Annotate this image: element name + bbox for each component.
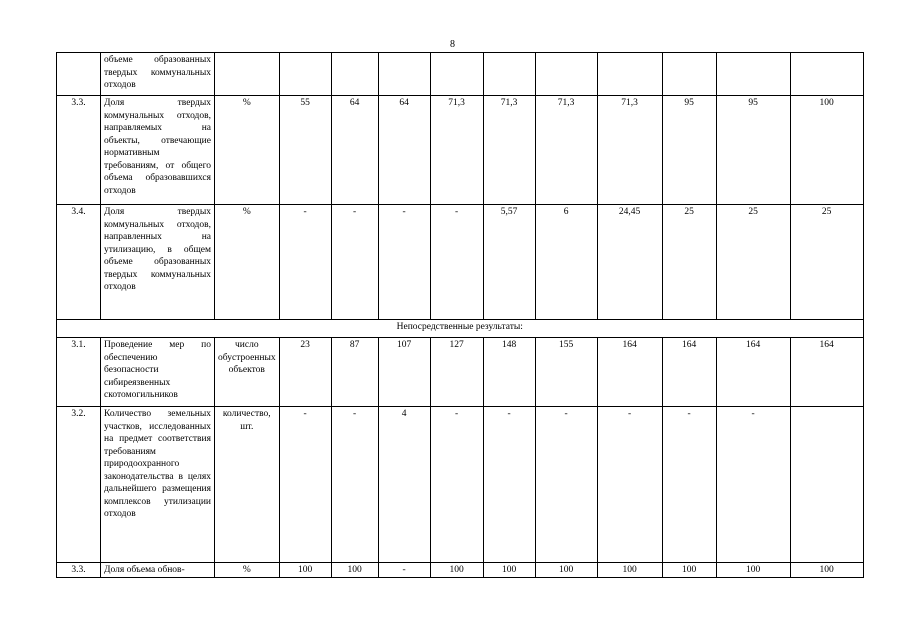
value-cell bbox=[279, 53, 331, 96]
value-cell: 148 bbox=[483, 338, 535, 407]
value-cell: 6 bbox=[535, 205, 597, 320]
value-cell: 107 bbox=[378, 338, 430, 407]
value-cell: 100 bbox=[331, 563, 378, 578]
value-cell: 87 bbox=[331, 338, 378, 407]
value-cell: - bbox=[597, 407, 662, 563]
value-cell: 71,3 bbox=[535, 96, 597, 205]
table-row bbox=[57, 205, 864, 320]
value-cell bbox=[535, 53, 597, 96]
row-number-cell bbox=[57, 53, 101, 96]
value-cell bbox=[331, 53, 378, 96]
value-cell: 64 bbox=[331, 96, 378, 205]
value-cell: 100 bbox=[716, 563, 790, 578]
table-row bbox=[57, 53, 864, 96]
value-cell bbox=[430, 53, 483, 96]
indicator-name-cell: Доля твердых коммунальных отходов, направляемых на объекты, отвечающие нормативным требованиям, от общего объема образовавшихся отходов bbox=[101, 96, 215, 205]
indicators-table bbox=[56, 52, 864, 578]
value-cell: 100 bbox=[662, 563, 716, 578]
value-cell: 100 bbox=[483, 563, 535, 578]
value-cell: 100 bbox=[535, 563, 597, 578]
value-cell: - bbox=[483, 407, 535, 563]
row-number-cell: 3.3. bbox=[57, 96, 101, 205]
value-cell bbox=[716, 53, 790, 96]
row-number-cell: 3.2. bbox=[57, 407, 101, 563]
value-cell bbox=[597, 53, 662, 96]
table-row bbox=[57, 407, 864, 563]
unit-cell: % bbox=[215, 205, 280, 320]
section-title: Непосредственные результаты: bbox=[57, 320, 864, 338]
value-cell: 25 bbox=[790, 205, 863, 320]
value-cell: 100 bbox=[790, 563, 863, 578]
value-cell: 100 bbox=[790, 96, 863, 205]
table-row bbox=[57, 563, 864, 578]
value-cell bbox=[790, 53, 863, 96]
value-cell: 127 bbox=[430, 338, 483, 407]
value-cell bbox=[662, 53, 716, 96]
value-cell: - bbox=[331, 205, 378, 320]
value-cell: 71,3 bbox=[597, 96, 662, 205]
indicator-name-cell bbox=[101, 53, 215, 96]
value-cell: 164 bbox=[662, 338, 716, 407]
indicator-name-cell: Доля твердых коммунальных отходов, направленных на утилизацию, в общем объеме образованных твердых коммунальных отходов bbox=[101, 205, 215, 320]
value-cell: 24,45 bbox=[597, 205, 662, 320]
value-cell: 164 bbox=[716, 338, 790, 407]
table-row bbox=[57, 96, 864, 205]
section-row bbox=[57, 320, 864, 338]
unit-cell: % bbox=[215, 96, 280, 205]
value-cell: - bbox=[331, 407, 378, 563]
value-cell: - bbox=[430, 205, 483, 320]
value-cell: - bbox=[378, 563, 430, 578]
indicator-name-cell: Проведение мер по обеспечению безопасности сибиреязвенных скотомогильников bbox=[101, 338, 215, 407]
value-cell: 100 bbox=[597, 563, 662, 578]
row-number-cell: 3.3. bbox=[57, 563, 101, 578]
value-cell bbox=[378, 53, 430, 96]
unit-cell: число обустроенных объектов bbox=[215, 338, 280, 407]
unit-cell: % bbox=[215, 563, 280, 578]
value-cell: - bbox=[716, 407, 790, 563]
value-cell bbox=[790, 407, 863, 563]
value-cell: 64 bbox=[378, 96, 430, 205]
value-cell: 164 bbox=[790, 338, 863, 407]
unit-cell bbox=[215, 53, 280, 96]
page-number: 8 bbox=[450, 39, 455, 50]
value-cell: 55 bbox=[279, 96, 331, 205]
value-cell: 4 bbox=[378, 407, 430, 563]
indicator-name-cell: Доля объема обнов- bbox=[101, 563, 215, 578]
value-cell: 25 bbox=[716, 205, 790, 320]
value-cell: 95 bbox=[716, 96, 790, 205]
value-cell: 71,3 bbox=[483, 96, 535, 205]
value-cell: 23 bbox=[279, 338, 331, 407]
value-cell: 71,3 bbox=[430, 96, 483, 205]
unit-cell: количество, шт. bbox=[215, 407, 280, 563]
value-cell: 5,57 bbox=[483, 205, 535, 320]
indicator-name: объеме образованных твердых коммунальных отходов bbox=[104, 55, 211, 90]
value-cell: 100 bbox=[430, 563, 483, 578]
value-cell: - bbox=[535, 407, 597, 563]
value-cell: - bbox=[378, 205, 430, 320]
value-cell: - bbox=[430, 407, 483, 563]
value-cell: 155 bbox=[535, 338, 597, 407]
value-cell: - bbox=[279, 407, 331, 563]
value-cell: 95 bbox=[662, 96, 716, 205]
value-cell: 164 bbox=[597, 338, 662, 407]
indicator-name-cell: Количество земельных участков, исследованных на предмет соответствия требованиям природоохранного законодательства в целях дальнейшего размещения комплексов утилизации отходов bbox=[101, 407, 215, 563]
value-cell: - bbox=[279, 205, 331, 320]
row-number-cell: 3.4. bbox=[57, 205, 101, 320]
table-row bbox=[57, 338, 864, 407]
value-cell bbox=[483, 53, 535, 96]
row-number-cell: 3.1. bbox=[57, 338, 101, 407]
value-cell: 100 bbox=[279, 563, 331, 578]
value-cell: - bbox=[662, 407, 716, 563]
value-cell: 25 bbox=[662, 205, 716, 320]
